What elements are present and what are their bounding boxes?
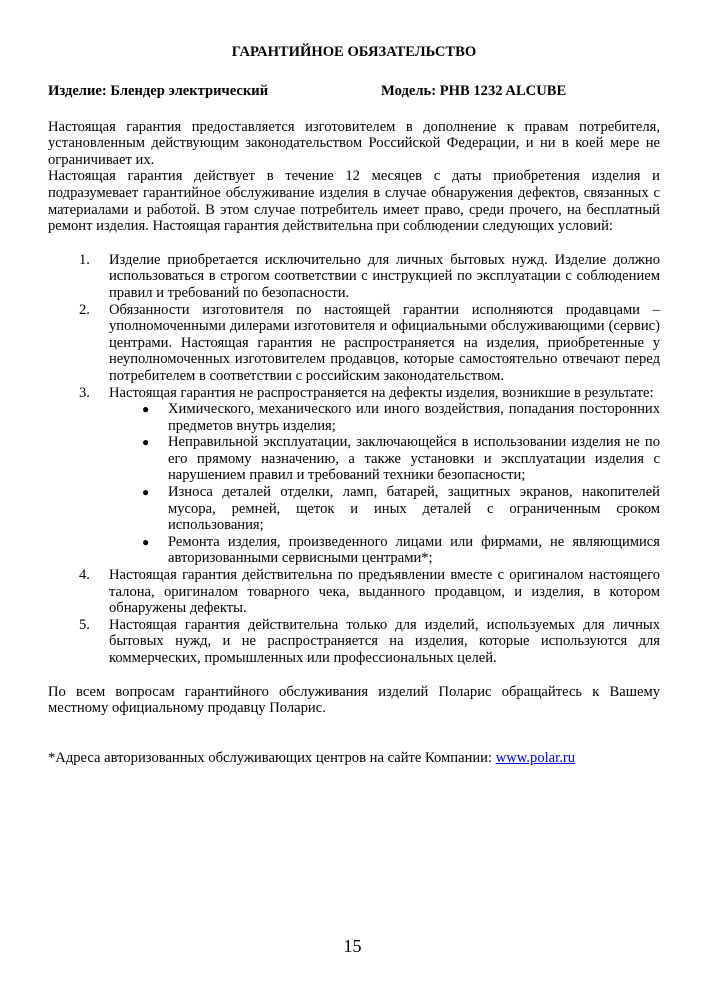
contact-paragraph: По всем вопросам гарантийного обслуживания изделий Поларис обращайтесь к Вашему местному официальному продавцу Поларис.	[48, 683, 660, 717]
footnote-text: *Адреса авторизованных обслуживающих центров на сайте Компании:	[48, 749, 496, 766]
intro-paragraph-2: Настоящая гарантия действует в течение 12 месяцев с даты приобретения изделия и подразумевает гарантийное обслуживание изделия в случае обнаружения дефектов, связанных с материалами и работой. В этом случае потребитель имеет право, среди прочего, на бесплатный ремонт изделия. Настоящая гарантия действительна при соблюдении следующих условий:	[48, 168, 660, 235]
condition-item	[48, 302, 660, 385]
product-info	[48, 83, 660, 100]
intro-paragraph-1: Настоящая гарантия предоставляется изготовителем в дополнение к правам потребителя, установленным действующим законодательством Российской Федерации, и ни в коей мере не ограничивает их.	[48, 118, 660, 168]
product-name: Изделие: Блендер электрический	[48, 82, 269, 99]
conditions-list	[48, 252, 660, 667]
condition-item	[48, 617, 660, 667]
condition-number: 4.	[79, 567, 90, 584]
condition-item	[48, 567, 660, 617]
cause-text: Химического, механического или иного воздействия, попадания посторонних предметов внутрь изделия;	[168, 401, 660, 434]
condition-item	[48, 252, 660, 302]
page-number: 15	[343, 936, 362, 956]
cause-text: Неправильной эксплуатации, заключающейся в использовании изделия не по его прямому назначению, а также установки и эксплуатации изделия с нарушением правил и требований техники безопасности;	[168, 434, 660, 484]
bullet-icon: ●	[142, 435, 150, 450]
causes-list	[109, 401, 660, 567]
condition-text: Изделие приобретается исключительно для личных бытовых нужд. Изделие должно использоваться в строгом соответствии с инструкцией по эксплуатации с соблюдением правил и требований по безопасности.	[109, 251, 660, 301]
condition-text: Настоящая гарантия не распространяется на дефекты изделия, возникшие в результате:	[109, 384, 654, 401]
cause-text: Износа деталей отделки, ламп, батарей, защитных экранов, накопителей мусора, ремней, щеток и иных деталей с ограниченным сроком использования;	[168, 484, 660, 534]
bullet-icon: ●	[142, 534, 150, 549]
bullet-icon: ●	[142, 485, 150, 500]
product-model: Модель: PHB 1232 ALCUBE	[381, 82, 567, 99]
cause-item	[109, 484, 660, 534]
document-title: ГАРАНТИЙНОЕ ОБЯЗАТЕЛЬСТВО	[231, 44, 477, 60]
cause-item	[109, 401, 660, 434]
condition-text: Настоящая гарантия действительна по предъявлении вместе с оригиналом настоящего талона, оригиналом товарного чека, выданного продавцом, и изделия, в котором обнаружены дефекты.	[109, 567, 660, 617]
cause-item	[109, 434, 660, 484]
condition-number: 1.	[79, 251, 90, 268]
cause-text: Ремонта изделия, произведенного лицами или фирмами, не являющимися авторизованными сервисными центрами*;	[168, 533, 660, 567]
bullet-icon: ●	[142, 402, 150, 417]
footnote	[48, 750, 660, 767]
warranty-document	[48, 44, 660, 766]
condition-text: Настоящая гарантия действительна только для изделий, используемых для личных бытовых нужд, и не распространяется на изделия, которые используются для коммерческих, промышленных или профессиональных целей.	[109, 616, 660, 666]
condition-number: 2.	[79, 301, 90, 318]
company-website-link[interactable]: www.polar.ru	[495, 749, 576, 766]
cause-item	[109, 534, 660, 567]
condition-number: 5.	[79, 616, 90, 633]
condition-number: 3.	[79, 384, 90, 401]
condition-item	[48, 385, 660, 568]
condition-text: Обязанности изготовителя по настоящей гарантии исполняются продавцами – уполномоченными дилерами изготовителя и официальными обслуживающими (сервис) центрами. Настоящая гарантия не распространяется на изделия, приобретенные у неуполномоченных изготовителем продавцов, которые самостоятельно отвечают перед потребителем в соответствии с российским законодательством.	[109, 301, 660, 384]
